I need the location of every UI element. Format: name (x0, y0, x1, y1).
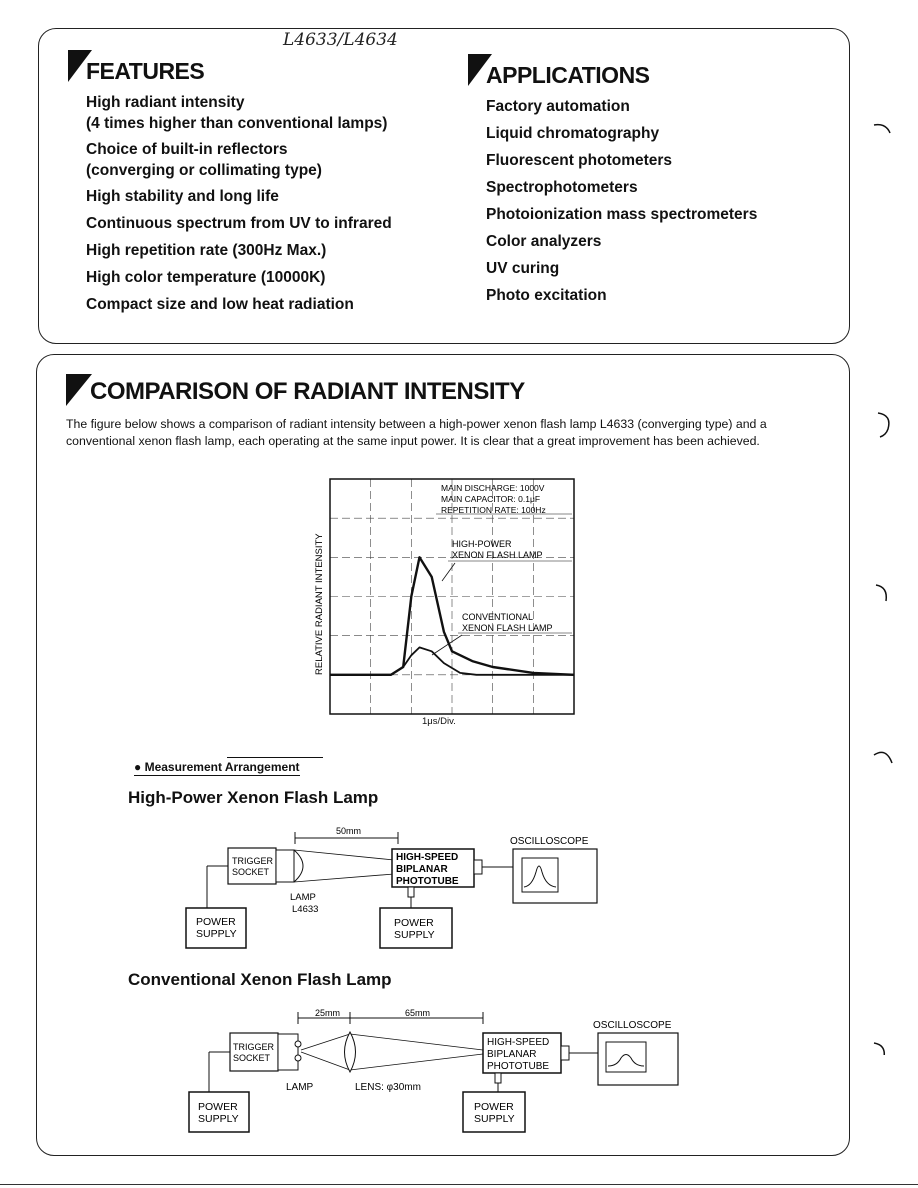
feature-item: High stability and long life (86, 188, 279, 205)
series-label-leader (442, 563, 455, 581)
measurement-heading: ● Measurement Arrangement (134, 760, 300, 774)
application-item: Photo excitation (486, 287, 607, 304)
svg-text:BIPLANAR: BIPLANAR (396, 864, 448, 875)
series-label-high-power: HIGH-POWER (452, 539, 512, 549)
feature-item: High color temperature (10000K) (86, 269, 326, 286)
feature-item: Continuous spectrum from UV to infrared (86, 215, 392, 232)
feature-item: Choice of built-in reflectors (86, 141, 288, 158)
y-axis-label: RELATIVE RADIANT INTENSITY (314, 533, 325, 675)
svg-text:HIGH-SPEED: HIGH-SPEED (487, 1037, 550, 1048)
high-power-diagram (180, 822, 620, 952)
svg-text:PHOTOTUBE: PHOTOTUBE (487, 1061, 550, 1072)
svg-text:SUPPLY: SUPPLY (394, 929, 435, 941)
series-label-high-power: XENON FLASH LAMP (452, 550, 543, 560)
application-item: Color analyzers (486, 233, 602, 250)
svg-text:SOCKET: SOCKET (232, 867, 270, 877)
application-item: Photoionization mass spectrometers (486, 206, 758, 223)
connector (474, 860, 482, 874)
chart-annotation: MAIN DISCHARGE: 1000V (441, 483, 545, 493)
svg-text:POWER: POWER (196, 916, 236, 928)
features-list (86, 94, 446, 314)
lamp-label: LAMP (286, 1082, 314, 1093)
handwritten-note: L4633/L4634 (283, 30, 398, 50)
lamp-box (276, 850, 294, 882)
feature-item: (4 times higher than conventional lamps) (86, 115, 388, 132)
svg-text:POWER: POWER (474, 1101, 514, 1113)
series-label-conventional: CONVENTIONAL (462, 612, 534, 622)
application-item: Fluorescent photometers (486, 152, 673, 169)
chart-annotations (436, 483, 572, 515)
distance-1-label: 25mm (315, 1008, 341, 1018)
svg-text:OSCILLOSCOPE: OSCILLOSCOPE (593, 1020, 672, 1031)
svg-text:SUPPLY: SUPPLY (196, 928, 237, 940)
trigger-socket-label: TRIGGER (232, 856, 274, 866)
application-item: Factory automation (486, 98, 630, 115)
applications-list (486, 98, 826, 305)
oscilloscope-screen (522, 858, 558, 892)
svg-text:HIGH-SPEED: HIGH-SPEED (396, 852, 459, 863)
comparison-title: COMPARISON OF RADIANT INTENSITY (90, 378, 525, 405)
high-power-title: High-Power Xenon Flash Lamp (128, 788, 379, 807)
lamp-box (278, 1034, 298, 1070)
oscilloscope-screen (606, 1042, 646, 1072)
applications-title: APPLICATIONS (486, 62, 650, 88)
chart-annotation: REPETITION RATE: 100Hz (441, 505, 546, 515)
application-item: Spectrophotometers (486, 179, 638, 196)
binder-hole-marks (868, 115, 908, 1055)
chart-annotation: MAIN CAPACITOR: 0.1μF (441, 494, 541, 504)
svg-text:SUPPLY: SUPPLY (474, 1113, 515, 1125)
trigger-socket-box (230, 1033, 278, 1071)
comparison-flag-icon (64, 372, 92, 406)
trigger-socket-box (228, 848, 276, 884)
lens-icon (345, 1032, 356, 1072)
feature-item: High radiant intensity (86, 94, 245, 111)
conventional-title: Conventional Xenon Flash Lamp (128, 970, 392, 989)
svg-text:SUPPLY: SUPPLY (198, 1113, 239, 1125)
svg-text:PHOTOTUBE: PHOTOTUBE (396, 876, 459, 887)
conventional-diagram (185, 1006, 685, 1136)
reflector (294, 850, 303, 882)
svg-text:POWER: POWER (394, 917, 434, 929)
svg-text:TRIGGER: TRIGGER (233, 1042, 275, 1052)
comparison-description: The figure below shows a comparison of radiant intensity between a high-power xenon flash lamp L4633 (converging type) and a conventional xenon flash lamp, each operating at the same input power. It is clear that a great improvement has been achieved. (66, 417, 767, 448)
application-item: UV curing (486, 260, 560, 277)
heading-rule (227, 757, 323, 758)
feature-item: High repetition rate (300Hz Max.) (86, 242, 327, 259)
distance-label: 50mm (336, 826, 362, 836)
x-axis-label: 1μs/Div. (422, 716, 456, 727)
feature-item: (converging or collimating type) (86, 162, 322, 179)
svg-text:L4633: L4633 (292, 904, 319, 915)
application-item: Liquid chromatography (486, 125, 660, 142)
svg-text:BIPLANAR: BIPLANAR (487, 1049, 537, 1060)
lamp-label: LAMP (290, 892, 316, 903)
oscilloscope-label: OSCILLOSCOPE (510, 836, 589, 847)
distance-2-label: 65mm (405, 1008, 431, 1018)
radiant-intensity-chart (310, 475, 580, 725)
svg-text:POWER: POWER (198, 1101, 238, 1113)
feature-item: Compact size and low heat radiation (86, 296, 354, 313)
svg-text:SOCKET: SOCKET (233, 1053, 271, 1063)
page-bottom-edge (0, 1184, 918, 1185)
lens-label: LENS: φ30mm (355, 1082, 421, 1093)
series-label-conventional: XENON FLASH LAMP (462, 623, 553, 633)
features-title: FEATURES (86, 58, 205, 84)
